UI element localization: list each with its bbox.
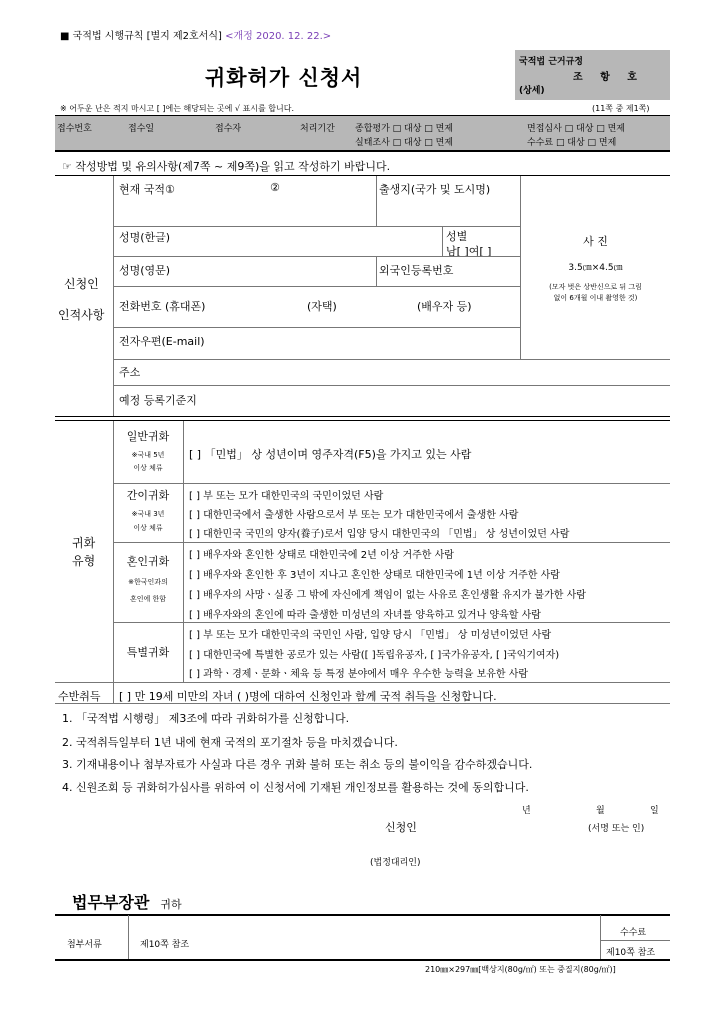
- nationality-label: 현재 국적①: [119, 183, 175, 196]
- form-header: [60, 27, 331, 42]
- evaluation-comprehensive: 종합평가 □ 대상 □ 면제: [355, 124, 454, 134]
- processing-header: [55, 116, 670, 150]
- gender-checkboxes[interactable]: 남[ ]여[ ]: [446, 245, 492, 258]
- page-indicator: (11쪽 중 제1쪽): [592, 104, 650, 113]
- page-title: 귀화허가 신청서: [205, 66, 363, 90]
- type-section-label: [55, 421, 113, 652]
- accompany-label: 수반취득: [58, 690, 101, 703]
- legal-basis-detail: (상세): [519, 86, 545, 96]
- birthplace-field[interactable]: 출생지(국가 및 도시명): [379, 183, 491, 196]
- general-option-1[interactable]: [ ] 「민법」 상 성년이며 영주자격(F5)을 가지고 있는 사람: [189, 448, 472, 461]
- applicant-label-1: 신청인: [64, 277, 99, 291]
- declaration-1: 1. 「국적법 시행령」 제3조에 따라 귀화허가를 신청합니다.: [62, 712, 350, 725]
- instruction-note: ※ 어두운 난은 적지 마시고 [ ]에는 해당되는 곳에 √ 표시를 합니다.: [60, 104, 295, 113]
- special-option-1[interactable]: [ ] 부 또는 모가 대한민국의 국민인 사람, 입양 당시 「민법」 상 미성년이었던 사람: [189, 630, 552, 641]
- simple-type-sub1: ※국내 3년: [131, 510, 165, 518]
- guide-text: ☞ 작성방법 및 유의사항(제7쪽 ~ 제9쪽)을 읽고 작성하기 바랍니다.: [62, 160, 391, 173]
- form-rule-reference: ■ 국적법 시행규칙 [별지 제2호서식]: [60, 31, 222, 42]
- phone-spouse-field[interactable]: (배우자 등): [417, 300, 472, 313]
- name-english-field[interactable]: 성명(영문): [119, 264, 171, 277]
- evaluation-interview: 면접심사 □ 대상 □ 면제: [527, 124, 626, 134]
- general-type-sub1: ※국내 5년: [131, 451, 165, 459]
- processing-period-label: 처리기간: [300, 124, 335, 134]
- simple-type-name: 간이귀화: [126, 489, 170, 502]
- addressee: [72, 890, 182, 913]
- date-year-label: 년: [522, 806, 531, 816]
- marriage-option-2[interactable]: [ ] 배우자와 혼인한 후 3년이 지나고 혼인한 상태로 대한민국에 1년 이상 거주한 사람: [189, 570, 560, 581]
- address-field[interactable]: 주소: [119, 366, 141, 379]
- photo-title: 사 진: [583, 235, 608, 248]
- legal-basis-box: [515, 50, 670, 100]
- legal-basis-clause: 조 항 호: [573, 72, 637, 83]
- email-field[interactable]: 전자우편(E-mail): [119, 335, 205, 348]
- receipt-number-label: 접수번호: [57, 124, 92, 134]
- form-revision-date: <개정 2020. 12. 22.>: [225, 31, 332, 42]
- general-type-sub2: 이상 체류: [133, 464, 163, 472]
- paper-specification: 210㎜×297㎜[백상지(80g/㎡) 또는 중질지(80g/㎡)]: [425, 965, 616, 974]
- simple-option-2[interactable]: [ ] 대한민국에서 출생한 사람으로서 부 또는 모가 대한민국에서 출생한 사람: [189, 510, 519, 521]
- nationality-field[interactable]: [119, 181, 175, 197]
- photo-note-2: 없이 6개월 이내 촬영한 것): [553, 294, 638, 302]
- attachments-label: 첨부서류: [67, 940, 102, 950]
- evaluation-field-survey: 실태조사 □ 대상 □ 면제: [355, 138, 454, 148]
- simple-option-3[interactable]: [ ] 대한민국 국민의 양자(養子)로서 입양 당시 대한민국의 「민법」 상 성년이었던 사람: [189, 529, 570, 540]
- date-day-label: 일: [650, 806, 659, 816]
- marriage-type-name: 혼인귀화: [126, 555, 170, 568]
- special-option-2[interactable]: [ ] 대한민국에 특별한 공로가 있는 사람([ ]독립유공자, [ ]국가유공자, [ ]국익기여자): [189, 650, 560, 661]
- expected-registration-field[interactable]: 예정 등록기준지: [119, 394, 197, 407]
- gender-label: 성별: [446, 230, 468, 243]
- general-type-name: 일반귀화: [126, 430, 170, 443]
- photo-size: 3.5㎝×4.5㎝: [568, 263, 623, 273]
- receiver-label: 접수자: [215, 124, 242, 134]
- declaration-3: 3. 기재내용이나 첨부자료가 사실과 다른 경우 귀화 불허 또는 취소 등의 불이익을 감수하겠습니다.: [62, 758, 533, 771]
- receipt-date-label: 접수일: [128, 124, 155, 134]
- marriage-option-1[interactable]: [ ] 배우자와 혼인한 상태로 대한민국에 2년 이상 거주한 사람: [189, 550, 454, 561]
- special-type-name: 특별귀화: [126, 646, 170, 659]
- fee-value: 제10쪽 참조: [606, 948, 656, 958]
- accompany-option[interactable]: [ ] 만 19세 미만의 자녀 ( )명에 대하여 신청인과 함께 국적 취득을 신청합니다.: [119, 690, 497, 703]
- photo-area: [521, 176, 670, 359]
- special-option-3[interactable]: [ ] 과학ㆍ경제ㆍ문화ㆍ체육 등 특정 분야에서 매우 우수한 능력을 보유한 사람: [189, 669, 529, 680]
- simple-type-sub2: 이상 체류: [133, 524, 163, 532]
- name-korean-field[interactable]: 성명(한글): [119, 231, 171, 244]
- addressee-minister: 법무부장관: [72, 893, 150, 912]
- type-label-1: 귀화: [72, 536, 96, 550]
- marriage-option-4[interactable]: [ ] 배우자와의 혼인에 따라 출생한 미성년의 자녀를 양육하고 있거나 양육할 사람: [189, 610, 541, 621]
- marriage-type-label: [113, 543, 183, 604]
- addressee-suffix: 귀하: [160, 898, 182, 911]
- applicant-label-2: 인적사항: [58, 308, 105, 322]
- photo-note-1: (모자 벗은 상반신으로 뒤 그림: [549, 283, 642, 291]
- nationality-second-field[interactable]: ②: [270, 181, 280, 194]
- marriage-option-3[interactable]: [ ] 배우자의 사망ㆍ실종 그 밖에 자신에게 책임이 없는 사유로 혼인생활 유지가 불가한 사람: [189, 590, 586, 601]
- type-label-2: 유형: [72, 554, 96, 568]
- fee-label: 수수료: [620, 928, 647, 938]
- attachments-value: 제10쪽 참조: [140, 940, 190, 950]
- marriage-type-sub1: ※한국인과의: [128, 578, 168, 586]
- phone-mobile-field[interactable]: 전화번호 (휴대폰): [119, 300, 206, 313]
- applicant-section-label: [55, 176, 113, 416]
- simple-type-label: [113, 484, 183, 533]
- date-month-label: 월: [596, 806, 605, 816]
- signature-note: (서명 또는 인): [588, 824, 645, 834]
- legal-basis-title: 국적법 근거규정: [519, 57, 583, 67]
- declaration-4: 4. 신원조회 등 귀화허가심사를 위하여 이 신청서에 기재된 개인정보를 활용하는 것에 동의합니다.: [62, 781, 529, 794]
- applicant-signature-label[interactable]: 신청인: [385, 821, 417, 834]
- evaluation-fee: 수수료 □ 대상 □ 면제: [527, 138, 617, 148]
- marriage-type-sub2: 혼인에 한함: [129, 595, 167, 603]
- alien-registration-field[interactable]: 외국인등록번호: [379, 264, 454, 277]
- phone-home-field[interactable]: (자택): [307, 300, 337, 313]
- simple-option-1[interactable]: [ ] 부 또는 모가 대한민국의 국민이었던 사람: [189, 491, 384, 502]
- declaration-2: 2. 국적취득일부터 1년 내에 현재 국적의 포기절차 등을 마치겠습니다.: [62, 736, 398, 749]
- general-type-label: [113, 421, 183, 473]
- legal-representative-label[interactable]: (법정대리인): [370, 858, 421, 868]
